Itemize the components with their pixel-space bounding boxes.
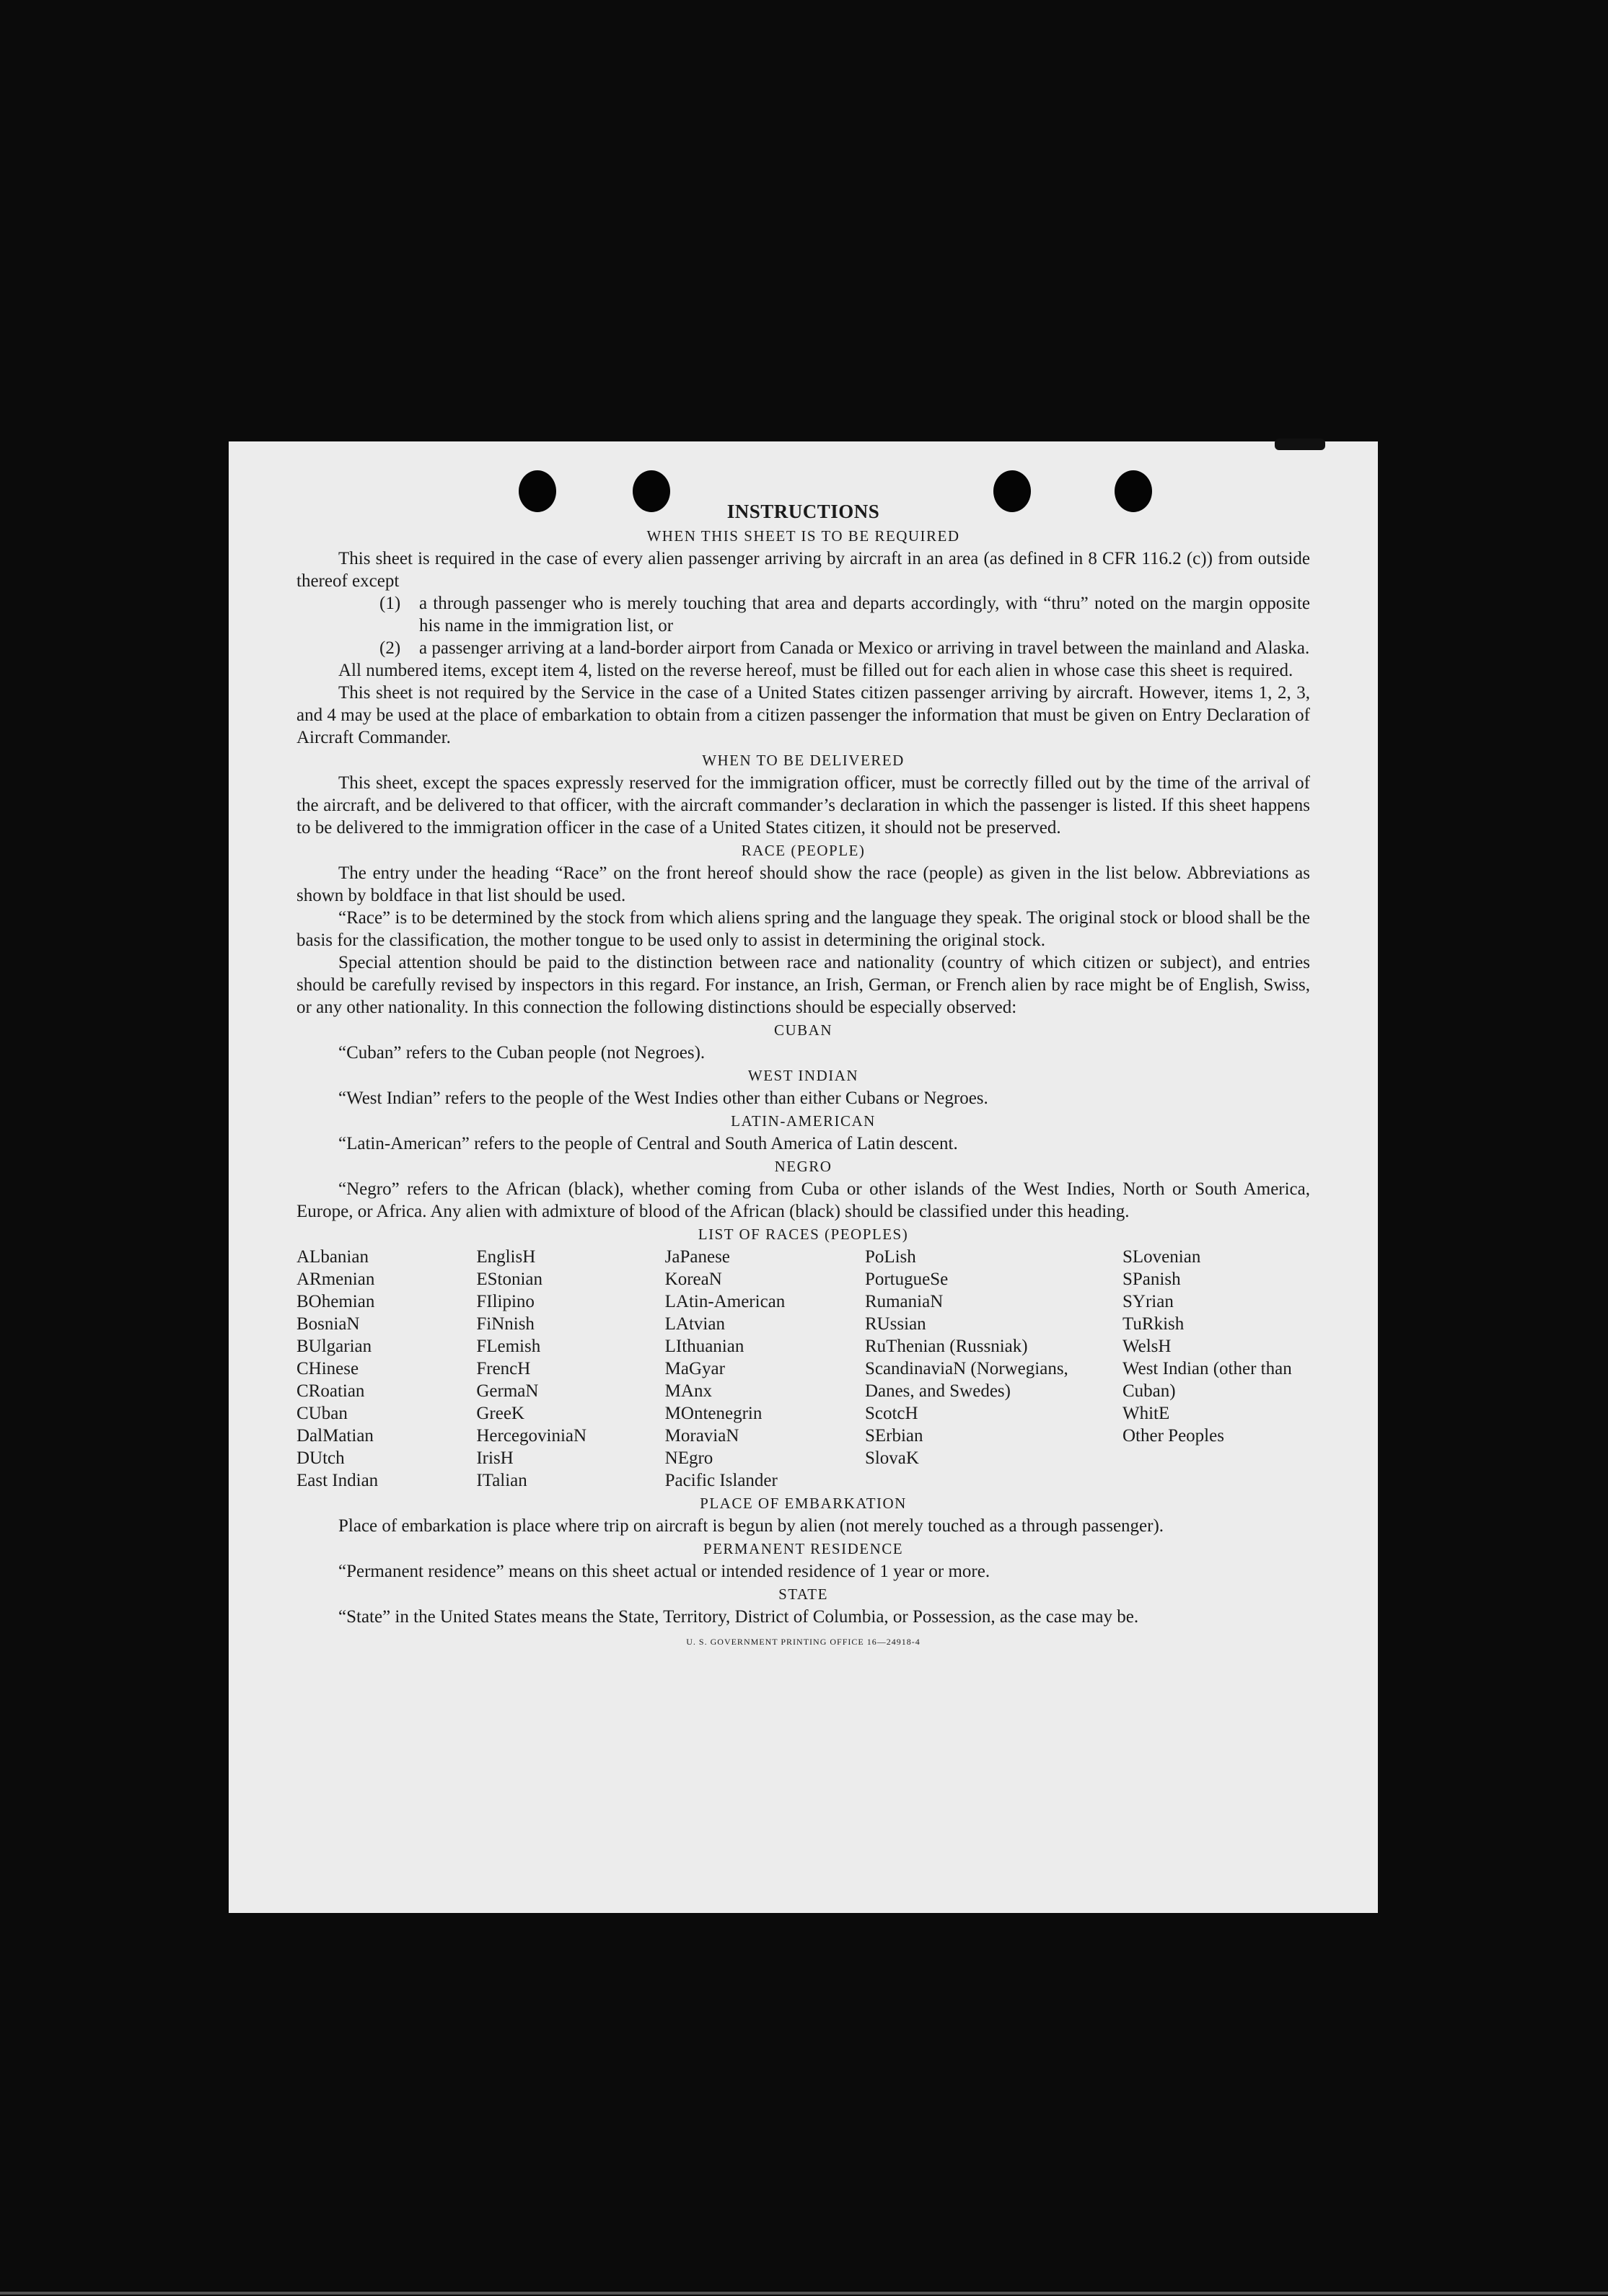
paragraph: Place of embarkation is place where trip on aircraft is begun by alien (not merely touched as a through passenger). xyxy=(338,1516,1164,1536)
race-item: WelsH xyxy=(1122,1337,1172,1356)
race-item: SlovaK xyxy=(864,1448,919,1468)
race-column xyxy=(665,1246,865,1492)
punch-hole xyxy=(633,470,670,512)
race-item: GermaN xyxy=(476,1381,539,1401)
race-item: HercegoviniaN xyxy=(476,1426,587,1446)
race-item: SYrian xyxy=(1122,1292,1174,1311)
paragraph: “Cuban” refers to the Cuban people (not Negroes). xyxy=(338,1043,706,1063)
race-item: BUlgarian xyxy=(296,1337,372,1356)
race-item: PortugueSe xyxy=(864,1270,949,1289)
race-item: MOntenegrin xyxy=(664,1404,763,1423)
race-item: CUban xyxy=(296,1404,348,1423)
race-item: Other Peoples xyxy=(1122,1426,1224,1446)
race-item: PoLish xyxy=(864,1247,916,1267)
paragraph: “Negro” refers to the African (black), whether coming from Cuba or other islands of the West Indies, North or South America, Europe, or Africa. Any alien with admixture of blood of the African (black) should be classified under this heading. xyxy=(296,1179,1310,1221)
race-item: ScotcH xyxy=(864,1404,918,1423)
race-item: WhitE xyxy=(1122,1404,1170,1423)
race-item: EStonian xyxy=(476,1270,543,1289)
section-heading: RACE (PEOPLE) xyxy=(741,842,866,859)
section-heading: WEST INDIAN xyxy=(747,1067,859,1084)
punch-hole xyxy=(519,470,556,512)
race-column xyxy=(296,1246,476,1492)
race-item: MaGyar xyxy=(664,1359,725,1378)
race-item: LAtin-American xyxy=(664,1292,786,1311)
section-heading: LIST OF RACES (PEOPLES) xyxy=(698,1226,909,1243)
race-item: DUtch xyxy=(296,1448,345,1468)
race-item: FiNnish xyxy=(476,1314,535,1334)
race-item: FLemish xyxy=(476,1337,541,1356)
race-item: LAtvian xyxy=(664,1314,725,1334)
race-item: ScandinaviaN (Norwegians, Danes, and Swedes) xyxy=(864,1359,1068,1401)
section-heading: STATE xyxy=(778,1585,828,1603)
section-heading: WHEN THIS SHEET IS TO BE REQUIRED xyxy=(646,527,960,545)
item-number: (2) xyxy=(379,638,401,658)
race-item: Pacific Islander xyxy=(664,1471,778,1490)
paragraph: Special attention should be paid to the distinction between race and nationality (country of which citizen or subject), and entries should be carefully revised by inspectors in this regard. For instance, an Irish, German, or French alien by race might be of English, Swiss, or any other nationality. In this connection the following distinctions should be especially observed: xyxy=(296,953,1310,1017)
page-title: INSTRUCTIONS xyxy=(726,501,880,522)
list-item xyxy=(379,637,1310,659)
race-item: RumaniaN xyxy=(864,1292,944,1311)
race-item: KoreaN xyxy=(664,1270,722,1289)
race-item: DalMatian xyxy=(296,1426,374,1446)
punch-hole xyxy=(1115,470,1152,512)
paragraph: “West Indian” refers to the people of the West Indies other than either Cubans or Negroes. xyxy=(338,1088,988,1108)
race-item: IrisH xyxy=(476,1448,514,1468)
paragraph: “Permanent residence” means on this sheet actual or intended residence of 1 year or more. xyxy=(338,1562,990,1581)
race-item: BOhemian xyxy=(296,1292,375,1311)
paragraph: All numbered items, except item 4, listed on the reverse hereof, must be filled out for each alien in whose case this sheet is required. xyxy=(338,661,1293,680)
race-item: SPanish xyxy=(1122,1270,1181,1289)
race-item: ITalian xyxy=(476,1471,527,1490)
race-item: FrencH xyxy=(476,1359,531,1378)
race-item: MAnx xyxy=(664,1381,712,1401)
section-heading: PLACE OF EMBARKATION xyxy=(700,1495,907,1512)
section-heading: PERMANENT RESIDENCE xyxy=(703,1540,904,1557)
torn-edge-mark xyxy=(1275,439,1325,450)
race-item: SErbian xyxy=(864,1426,923,1446)
race-item: RUssian xyxy=(864,1314,926,1334)
race-item: ALbanian xyxy=(296,1247,369,1267)
race-item: LIthuanian xyxy=(664,1337,744,1356)
race-item: JaPanese xyxy=(664,1247,730,1267)
scan-edge-line xyxy=(0,2292,1608,2295)
document-sheet xyxy=(229,441,1378,1913)
paragraph: This sheet is required in the case of every alien passenger arriving by aircraft in an area (as defined in 8 CFR 116.2 (c)) from outside thereof except xyxy=(296,549,1310,591)
race-column xyxy=(476,1246,664,1492)
punch-hole xyxy=(993,470,1031,512)
race-item: FIlipino xyxy=(476,1292,535,1311)
item-text: a through passenger who is merely touching that area and departs accordingly, with “thru” noted on the margin opposite his name in the immigration list, or xyxy=(419,594,1310,635)
race-item: GreeK xyxy=(476,1404,524,1423)
paragraph: This sheet, except the spaces expressly reserved for the immigration officer, must be correctly filled out by the time of the arrival of the aircraft, and be delivered to that officer, with the aircraft commander’s declaration in which the passenger is listed. If this sheet happens to be delivered to the immigration officer in the case of a United States citizen, it should not be preserved. xyxy=(296,773,1310,837)
race-column xyxy=(865,1246,1122,1492)
section-heading: LATIN-AMERICAN xyxy=(731,1112,876,1130)
race-item: MoraviaN xyxy=(664,1426,739,1446)
paragraph: “State” in the United States means the State, Territory, District of Columbia, or Possession, as the case may be. xyxy=(338,1607,1139,1627)
race-item: NEgro xyxy=(664,1448,713,1468)
paragraph: “Latin-American” refers to the people of Central and South America of Latin descent. xyxy=(338,1134,958,1153)
race-column xyxy=(1122,1246,1310,1492)
paragraph: This sheet is not required by the Service in the case of a United States citizen passenger arriving by aircraft. However, items 1, 2, 3, and 4 may be used at the place of embarkation to obtain from a citizen passenger the information that must be given on Entry Declaration of Aircraft Commander. xyxy=(296,683,1310,747)
item-number: (1) xyxy=(379,594,401,613)
race-item: CHinese xyxy=(296,1359,359,1378)
race-item: ARmenian xyxy=(296,1270,375,1289)
paragraph: The entry under the heading “Race” on the front hereof should show the race (people) as given in the list below. Abbreviations as shown by boldface in that list should be used. xyxy=(296,863,1310,905)
race-item: BosniaN xyxy=(296,1314,360,1334)
race-item: West Indian (other than Cuban) xyxy=(1122,1359,1292,1401)
race-item: CRoatian xyxy=(296,1381,365,1401)
race-list xyxy=(296,1246,1310,1492)
paragraph: “Race” is to be determined by the stock from which aliens spring and the language they speak. The original stock or blood shall be the basis for the classification, the mother tongue to be used only to assist in determining the original stock. xyxy=(296,908,1310,950)
race-item: SLovenian xyxy=(1122,1247,1201,1267)
section-heading: NEGRO xyxy=(774,1158,832,1175)
race-item: EnglisH xyxy=(476,1247,536,1267)
list-item xyxy=(379,592,1310,637)
printer-footer: U. S. GOVERNMENT PRINTING OFFICE 16—24918-4 xyxy=(686,1637,921,1647)
race-item: RuThenian (Russniak) xyxy=(864,1337,1028,1356)
section-heading: WHEN TO BE DELIVERED xyxy=(702,752,905,769)
race-item: TuRkish xyxy=(1122,1314,1185,1334)
race-item: East Indian xyxy=(296,1471,379,1490)
item-text: a passenger arriving at a land-border airport from Canada or Mexico or arriving in travel between the mainland and Alaska. xyxy=(419,638,1310,658)
section-heading: CUBAN xyxy=(773,1021,832,1039)
